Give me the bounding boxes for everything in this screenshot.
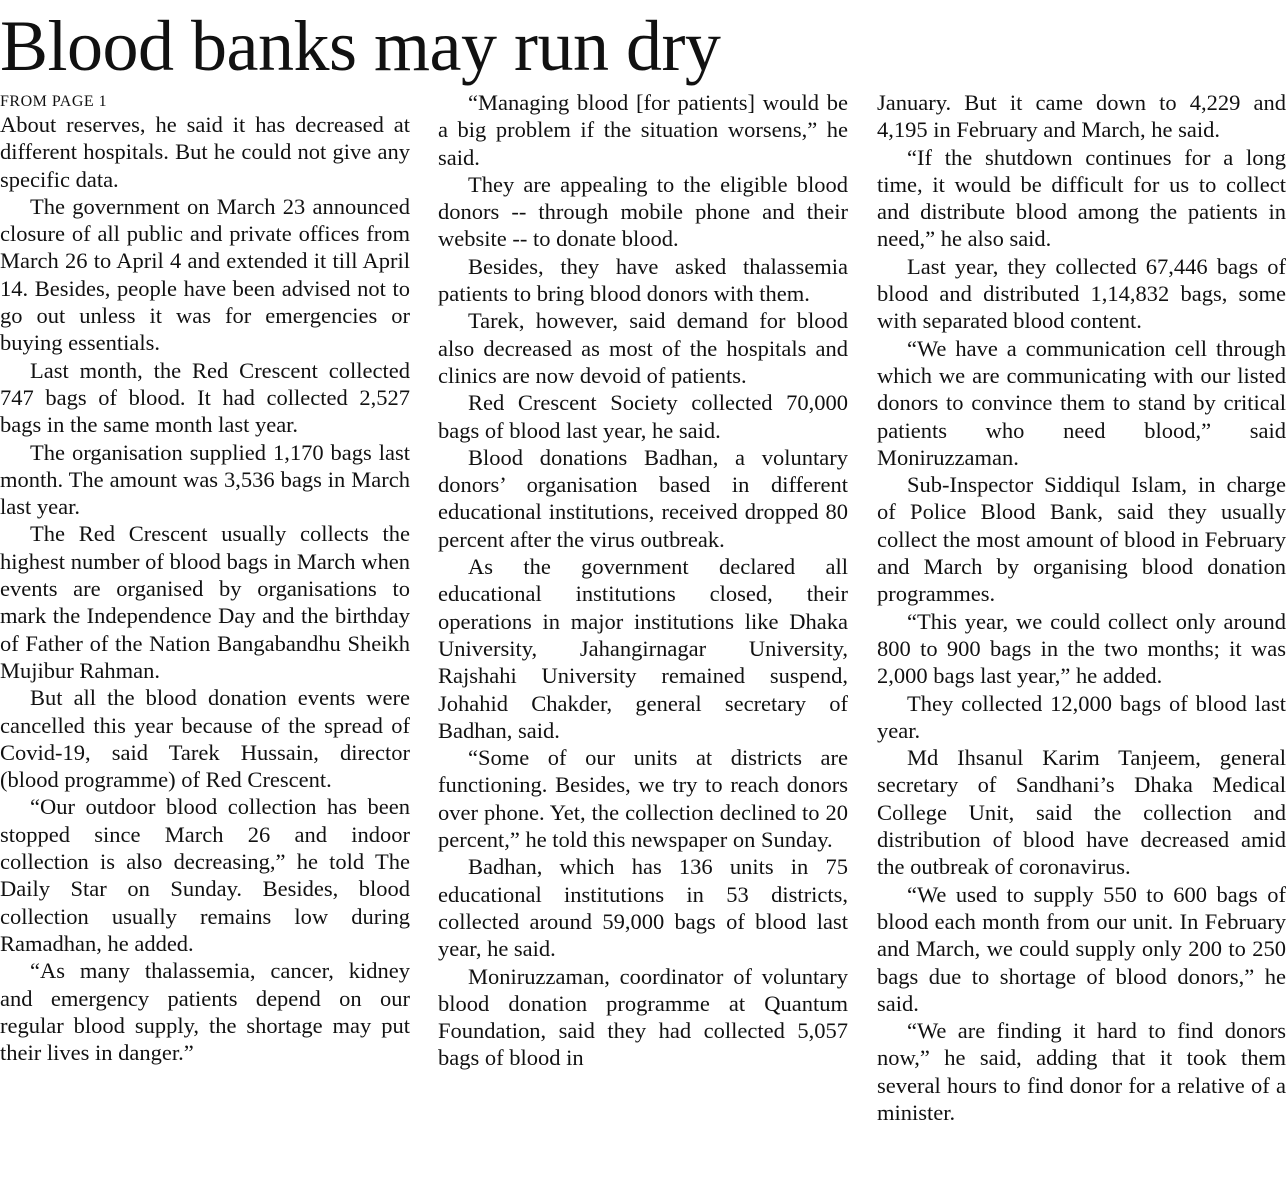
paragraph: “Our outdoor blood collection has been stopped since March 26 and indoor collection is also decreasing,” he told The Daily Star on Sunday. Besides, blood collection usually remains low during Ramadhan, he added. [0,794,410,956]
paragraph: Blood donations Badhan, a voluntary donors’ organisation based in different educational institutions, received dropped 80 percent after the virus outbreak. [438,444,848,552]
paragraph: They collected 12,000 bags of blood last year. [877,690,1286,743]
paragraph: Sub-Inspector Siddiqul Islam, in charge of Police Blood Bank, said they usually collect the most amount of blood in February and March by organising blood donation programmes. [877,472,1286,607]
paragraph: “We are finding it hard to find donors now,” he said, adding that it took them several hours to find donor for a relative of a minister. [877,1018,1286,1125]
paragraph: “If the shutdown continues for a long time, it would be difficult for us to collect and distribute blood among the patients in need,” he also said. [877,144,1286,252]
paragraph: Md Ihsanul Karim Tanjeem, general secretary of Sandhani’s Dhaka Medical College Unit, said the collection and distribution of blood have decreased amid the outbreak of coronavirus. [877,745,1286,880]
paragraph: The Red Crescent usually collects the highest number of blood bags in March when events are organised by organisations to mark the Independence Day and the birthday of Father of the Nation Bangabandhu Sheikh Mujibur Rahman. [0,521,410,683]
paragraph: “Some of our units at districts are functioning. Besides, we try to reach donors over phone. Yet, the collection declined to 20 percent,” he told this newspaper on Sunday. [438,745,848,853]
paragraph: They are appealing to the eligible blood donors -- through mobile phone and their website -- to donate blood. [438,171,848,252]
paragraph: January. But it came down to 4,229 and 4,195 in February and March, he said. [877,90,1286,143]
paragraph: Badhan, which has 136 units in 75 educational institutions in 53 districts, collected around 59,000 bags of blood last year, he said. [438,854,848,962]
paragraph: As the government declared all educational institutions closed, their operations in major institutions like Dhaka University, Jahangirnagar University, Rajshahi University remained suspend, Johahid Chakder, general secretary of Badhan, said. [438,554,848,743]
article-column-1 [0,93,410,1066]
paragraph: The organisation supplied 1,170 bags last month. The amount was 3,536 bags in March last year. [0,439,410,520]
paragraph: About reserves, he said it has decreased at different hospitals. But he could not give any specific data. [0,112,410,192]
article-column-3 [877,89,1286,1126]
paragraph: “We used to supply 550 to 600 bags of blood each month from our unit. In February and March, we could supply only 200 to 250 bags due to shortage of blood donors,” he said. [877,881,1286,1016]
article-column-2 [438,89,848,1072]
paragraph: Last year, they collected 67,446 bags of blood and distributed 1,14,832 bags, some with separated blood content. [877,253,1286,334]
paragraph: Red Crescent Society collected 70,000 bags of blood last year, he said. [438,390,848,443]
paragraph: Moniruzzaman, coordinator of voluntary blood donation programme at Quantum Foundation, said they had collected 5,057 bags of blood in [438,963,848,1071]
headline: Blood banks may run dry [0,6,721,86]
paragraph: Last month, the Red Crescent collected 747 bags of blood. It had collected 2,527 bags in the same month last year. [0,357,410,438]
paragraph: “This year, we could collect only around 800 to 900 bags in the two months; it was 2,000 bags last year,” he added. [877,608,1286,689]
paragraph: “Managing blood [for patients] would be a big problem if the situation worsens,” he said. [438,90,848,170]
paragraph: But all the blood donation events were cancelled this year because of the spread of Covid-19, said Tarek Hussain, director (blood programme) of Red Crescent. [0,685,410,793]
paragraph: Besides, they have asked thalassemia patients to bring blood donors with them. [438,253,848,307]
continuation-kicker: FROM PAGE 1 [0,93,108,110]
paragraph: The government on March 23 announced closure of all public and private offices from March 26 to April 4 and extended it till April 14. Besides, people have been advised not to go out unless it was for emergencies or buying essentials. [0,193,410,356]
paragraph: “We have a communication cell through which we are communicating with our listed donors to convince them to stand by critical patients who need blood,” said Moniruzzaman. [877,335,1286,470]
paragraph: Tarek, however, said demand for blood also decreased as most of the hospitals and clinics are now devoid of patients. [438,308,848,388]
paragraph: “As many thalassemia, cancer, kidney and emergency patients depend on our regular blood supply, the shortage may put their lives in danger.” [0,958,410,1066]
